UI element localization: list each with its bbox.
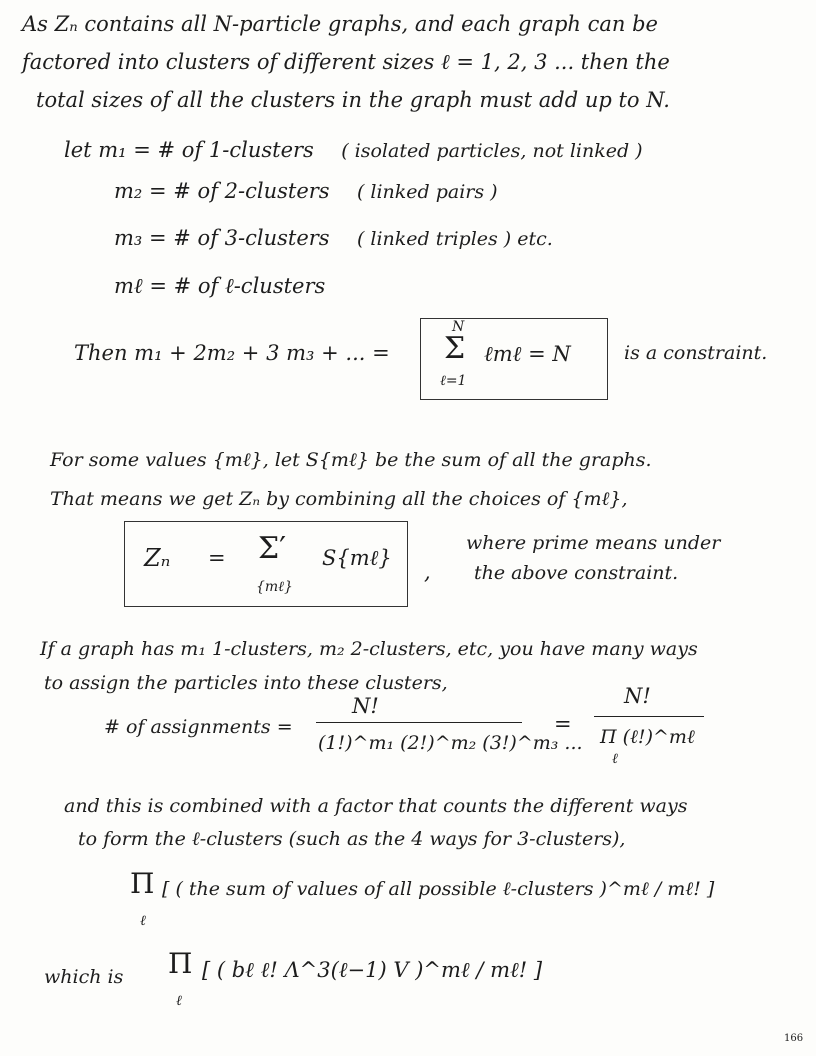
assignments-denominator-1: (1!)^m₁ (2!)^m₂ (3!)^m₃ ... <box>318 732 583 754</box>
definition-ml-lhs: mℓ = # of ℓ-clusters <box>114 274 326 298</box>
assignments-denominator-2-sub: ℓ <box>612 751 618 767</box>
zn-note-line-2: the above constraint. <box>474 562 679 584</box>
paragraph-3-line-1: If a graph has m₁ 1-clusters, m₂ 2-clusters, etc, you have many ways <box>40 638 698 660</box>
definition-m3-rhs: ( linked triples ) etc. <box>356 228 553 250</box>
zn-note-line-1: where prime means under <box>466 532 721 554</box>
product-1-body: [ ( the sum of values of all possible ℓ-clusters )^mℓ / mℓ! ] <box>162 878 715 900</box>
paragraph-4-line-2: to form the ℓ-clusters (such as the 4 ways for 3-clusters), <box>78 828 626 850</box>
paragraph-1-line-2: factored into clusters of different sizes ℓ = 1, 2, 3 ... then the <box>22 50 670 74</box>
constraint-tail: is a constraint. <box>624 342 768 364</box>
product-2-body: [ ( bℓ ℓ! Λ^3(ℓ−1) V )^mℓ / mℓ! ] <box>202 958 543 982</box>
assignments-fraction-bar-2 <box>594 716 704 717</box>
definition-m1 <box>64 140 643 161</box>
constraint-lead: Then m₁ + 2m₂ + 3 m₃ + ... = <box>74 341 390 365</box>
product-2-lead: which is <box>44 966 124 988</box>
definition-m2 <box>114 181 498 202</box>
constraint-sum-upper: N <box>452 319 465 335</box>
assignments-label: # of assignments = <box>104 716 293 738</box>
product-2-subscript: ℓ <box>176 993 182 1009</box>
product-1-symbol: Π <box>130 867 155 900</box>
assignments-equals: = <box>554 712 572 736</box>
zn-lhs: Zₙ <box>144 544 171 572</box>
zn-sum-symbol: Σ′ <box>258 531 287 566</box>
definition-ml <box>114 276 325 297</box>
definition-m1-rhs: ( isolated particles, not linked ) <box>341 140 643 162</box>
paragraph-4-line-1: and this is combined with a factor that counts the different ways <box>64 795 688 817</box>
paragraph-1-line-3: total sizes of all the clusters in the graph must add up to N. <box>36 88 670 112</box>
paragraph-3-line-2: to assign the particles into these clusters, <box>44 672 448 694</box>
definition-m1-lhs: let m₁ = # of 1-clusters <box>64 138 314 162</box>
constraint-sum-lower: ℓ=1 <box>440 373 467 389</box>
zn-equals: = <box>208 546 226 570</box>
assignments-fraction-bar-1 <box>316 722 522 723</box>
definition-m2-lhs: m₂ = # of 2-clusters <box>114 179 330 203</box>
zn-comma: , <box>424 560 431 584</box>
product-1-subscript: ℓ <box>140 913 146 929</box>
constraint-sum-body: ℓmℓ = N <box>484 342 571 366</box>
definition-m3 <box>114 228 553 249</box>
product-2-symbol: Π <box>168 947 193 980</box>
paragraph-2-line-2: That means we get Zₙ by combining all the choices of {mℓ}, <box>50 488 628 510</box>
page-number: 166 <box>784 1033 804 1044</box>
zn-sum-lower: {mℓ} <box>256 579 293 595</box>
definition-m3-lhs: m₃ = # of 3-clusters <box>114 226 330 250</box>
assignments-numerator-2: N! <box>624 684 651 708</box>
paragraph-1-line-1: As Zₙ contains all N-particle graphs, and each graph can be <box>22 12 658 36</box>
zn-sum-body: S{mℓ} <box>322 546 392 570</box>
paragraph-2-line-1: For some values {mℓ}, let S{mℓ} be the sum of all the graphs. <box>50 449 652 471</box>
constraint-sum-symbol: Σ <box>444 331 466 366</box>
assignments-numerator-1: N! <box>352 694 379 718</box>
definition-m2-rhs: ( linked pairs ) <box>356 181 498 203</box>
assignments-denominator-2: Π (ℓ!)^mℓ <box>600 726 695 748</box>
